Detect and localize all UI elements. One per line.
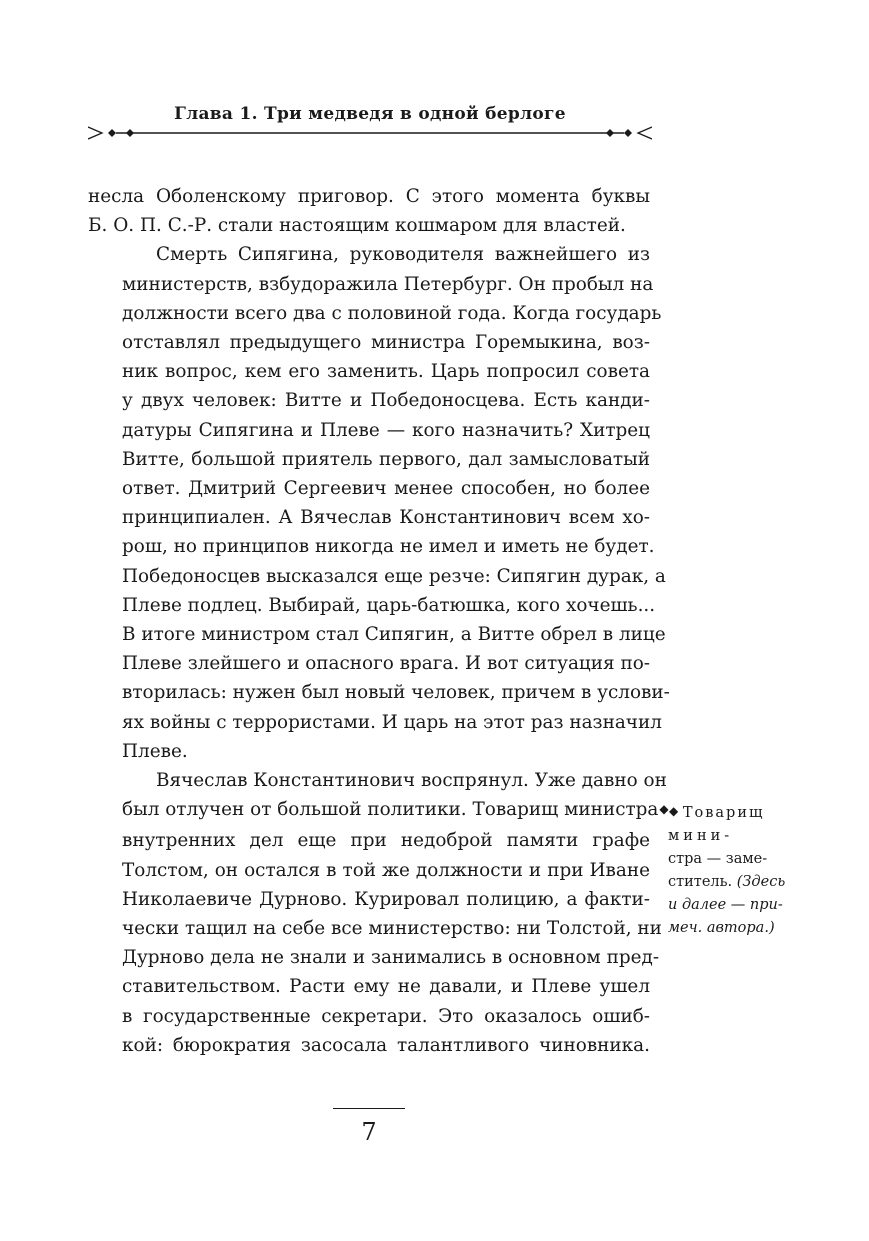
header-ornament-rule	[88, 124, 652, 142]
text-line: у двух человек: Витте и Победоносцева. Есть канди-	[122, 390, 650, 412]
running-title: Глава 1. Три медведя в одной берлоге	[174, 104, 566, 124]
footnote-line	[668, 802, 792, 825]
body-text	[88, 182, 670, 1060]
text-line: ях войны с террористами. И царь на этот раз назначил	[122, 711, 662, 733]
text-line: Витте, большой приятель первого, дал замысловатый	[122, 448, 650, 470]
text-line: Б. О. П. С.-Р. стали настоящим кошмаром для властей.	[88, 215, 626, 237]
paragraph-2	[88, 240, 670, 766]
page-number-rule	[333, 1108, 405, 1109]
text-line: Николаевиче Дурново. Курировал полицию, а факти-	[122, 888, 650, 910]
paragraph-3	[88, 766, 669, 1060]
text-line: Победоносцев высказался еще резче: Сипягин дурак, а	[122, 565, 666, 587]
text-line: чески тащил на себе все министерство: ни Толстой, ни	[122, 918, 662, 940]
footnote-line: стра — заме-	[668, 851, 768, 867]
text-line: рош, но принципов никогда не имел и иметь не будет.	[122, 536, 655, 558]
text-line-with-footnote	[88, 795, 669, 826]
text-line: несла Оболенскому приговор. С этого момента буквы	[88, 186, 650, 207]
text-line: Плеве подлец. Выбирай, царь-батюшка, кого хочешь...	[122, 594, 656, 616]
text-line: В итоге министром стал Сипягин, а Витте обрел в лице	[122, 624, 666, 646]
text-line: отставлял предыдущего министра Горемыкина, воз-	[122, 332, 650, 354]
text-line: ставительством. Расти ему не давали, и Плеве ушел	[122, 976, 650, 998]
text-line: должности всего два с половиной года. Когда государь	[122, 302, 662, 324]
text-line: Дурново дела не знали и занимались в основном пред-	[122, 947, 660, 969]
text-line: ник вопрос, кем его заменить. Царь попросил совета	[122, 361, 650, 383]
text-line: Плеве.	[122, 740, 188, 762]
footnote-line: и далее — при-	[668, 897, 783, 913]
text-line: внутренних дел еще при недоброй памяти графе	[122, 830, 650, 852]
text-line: министерств, взбудоражила Петербург. Он пробыл на	[122, 273, 654, 295]
text-line: в государственные секретари. Это оказалось ошиб-	[122, 1005, 650, 1027]
text-line: кой: бюрократия засосала талантливого чиновника.	[122, 1034, 650, 1056]
paragraph-1	[88, 182, 650, 240]
footnote-line: меч. автора.)	[668, 920, 775, 936]
footnote-line: мини-	[668, 828, 734, 844]
text-line: датуры Сипягина и Плеве — кого назначить? Хитрец	[122, 419, 650, 441]
text-line: Смерть Сипягина, руководителя важнейшего из	[156, 244, 650, 266]
page-number: 7	[361, 1118, 377, 1146]
text-line: Толстом, он остался в той же должности и при Иване	[122, 859, 650, 881]
footnote-line	[668, 871, 792, 894]
footnote-marker: ◆	[659, 802, 669, 817]
text-line: Плеве злейшего и опасного врага. И вот ситуация по-	[122, 653, 650, 675]
footnote-text: Товарищ	[682, 805, 765, 821]
text-line: вторилась: нужен был новый человек, причем в услови-	[122, 682, 670, 704]
text-line: принципиален. А Вячеслав Константинович всем хо-	[122, 507, 650, 529]
footnote-marker-icon: ◆	[669, 804, 679, 818]
margin-footnote	[668, 802, 792, 940]
footnote-italic-text: (Здесь	[736, 874, 786, 890]
text-line: ответ. Дмитрий Сергеевич менее способен, но более	[122, 478, 650, 500]
footnote-text: ститель.	[668, 874, 733, 890]
text-line: Вячеслав Константинович воспрянул. Уже давно он	[156, 770, 667, 792]
text-line: был отлучен от большой политики. Товарищ министра	[122, 799, 659, 821]
